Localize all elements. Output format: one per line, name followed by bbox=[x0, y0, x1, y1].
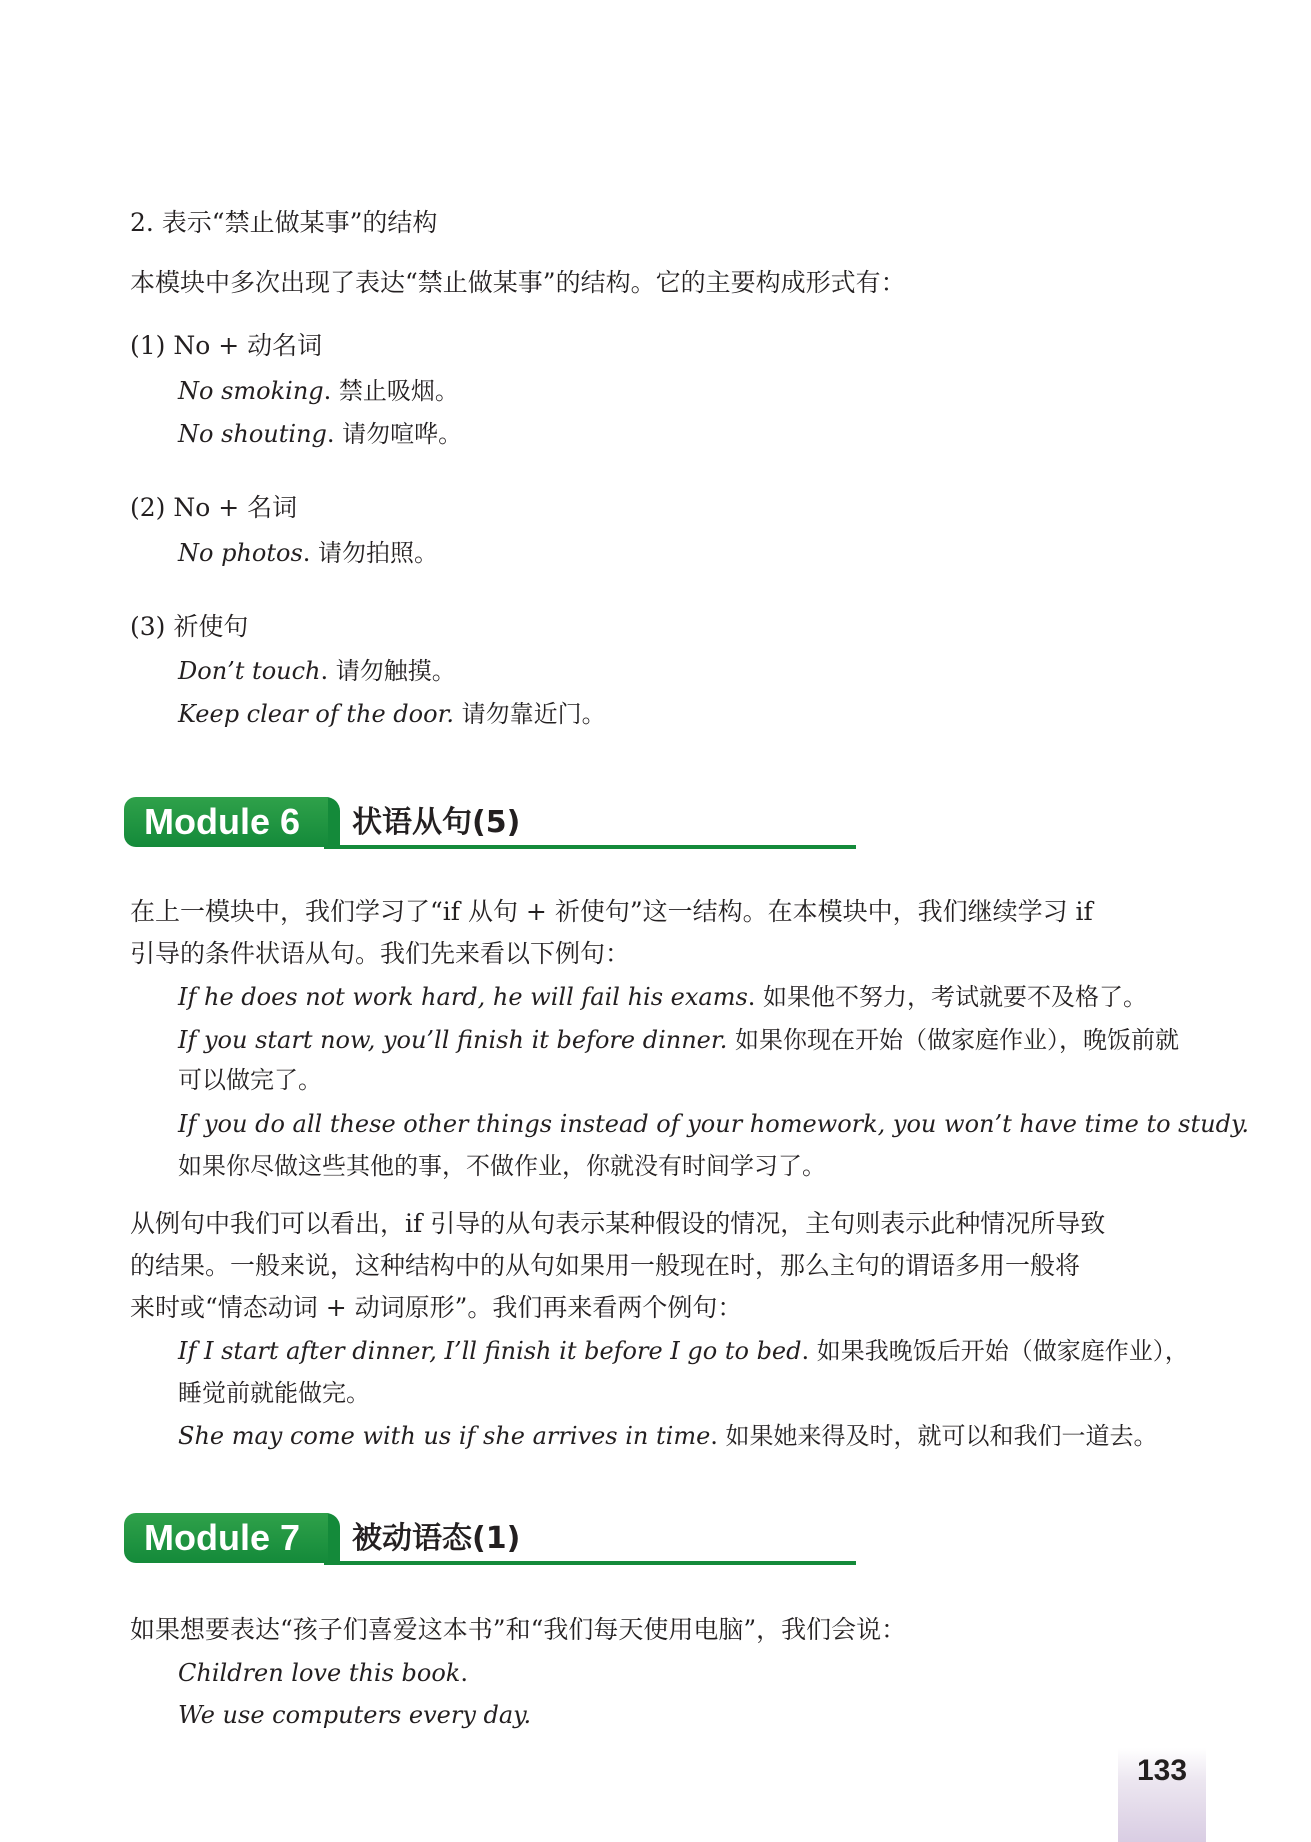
example-en: No shouting bbox=[178, 420, 327, 448]
example-zh: 可以做完了。 bbox=[178, 1066, 322, 1094]
example-zh: 请勿靠近门。 bbox=[454, 700, 606, 728]
paragraph-line: 引导的条件状语从句。我们先来看以下例句： bbox=[130, 939, 631, 968]
page-number: 133 bbox=[1136, 1754, 1188, 1787]
example-zh: . 请勿触摸。 bbox=[320, 657, 456, 685]
example-line bbox=[178, 1150, 826, 1182]
example-line bbox=[178, 1420, 1158, 1452]
module-rule bbox=[324, 845, 856, 849]
example-zh: 如果你现在开始（做家庭作业），晚饭前就 bbox=[727, 1026, 1179, 1054]
example-line bbox=[178, 655, 456, 687]
section-intro: 本模块中多次出现了表达“禁止做某事”的结构。它的主要构成形式有： bbox=[130, 268, 906, 297]
example-en: No photos bbox=[178, 539, 303, 567]
example-en: If he does not work hard, he will fail his exams bbox=[178, 983, 748, 1011]
module-badge: Module 7 bbox=[124, 1513, 328, 1563]
group-label-1: (1) No + 动名词 bbox=[130, 331, 323, 360]
group-label-2: (2) No + 名词 bbox=[130, 493, 298, 522]
module-title: 状语从句(5) bbox=[352, 805, 521, 840]
example-en: No smoking bbox=[178, 377, 324, 405]
module-title: 被动语态(1) bbox=[352, 1521, 521, 1556]
example-zh: . 禁止吸烟。 bbox=[323, 377, 459, 405]
example-en: She may come with us if she arrives in time bbox=[178, 1422, 711, 1450]
example-zh: . 请勿喧哗。 bbox=[326, 420, 463, 448]
example-en: If I start after dinner, I’ll finish it before I go to bed bbox=[178, 1337, 802, 1365]
example-line bbox=[178, 1064, 322, 1096]
example-line bbox=[178, 1024, 1179, 1056]
example-line bbox=[178, 1108, 1249, 1140]
page-number-tab bbox=[1118, 1748, 1206, 1842]
module-7-header bbox=[124, 1513, 732, 1567]
example-line bbox=[178, 375, 459, 407]
group-label-3: (3) 祈使句 bbox=[130, 612, 249, 641]
paragraph-line: 在上一模块中，我们学习了“if 从句 + 祈使句”这一结构。在本模块中，我们继续学习 if bbox=[130, 897, 1093, 926]
section-heading: 2. 表示“禁止做某事”的结构 bbox=[130, 208, 438, 237]
example-line bbox=[178, 1699, 531, 1731]
example-line bbox=[178, 1335, 1189, 1367]
example-zh: . 请勿拍照。 bbox=[302, 539, 439, 567]
paragraph-line: 来时或“情态动词 + 动词原形”。我们再来看两个例句： bbox=[130, 1293, 743, 1322]
example-en: Don’t touch bbox=[178, 657, 321, 685]
example-zh: . 如果她来得及时，就可以和我们一道去。 bbox=[710, 1422, 1158, 1450]
example-line bbox=[178, 418, 462, 450]
paragraph-line: 如果想要表达“孩子们喜爱这本书”和“我们每天使用电脑”，我们会说： bbox=[130, 1615, 907, 1644]
example-en: Keep clear of the door. bbox=[178, 700, 455, 728]
module-badge: Module 6 bbox=[124, 797, 328, 847]
module-rule bbox=[324, 1561, 856, 1565]
example-line bbox=[178, 1657, 468, 1689]
example-en: If you do all these other things instead of your homework, you won’t have time to study. bbox=[178, 1110, 1249, 1138]
example-zh: . 如果他不努力，考试就要不及格了。 bbox=[747, 983, 1148, 1011]
example-line bbox=[178, 981, 1147, 1013]
example-line bbox=[178, 698, 606, 730]
example-line bbox=[178, 1377, 370, 1409]
paragraph-line: 从例句中我们可以看出，if 引导的从句表示某种假设的情况，主句则表示此种情况所导致 bbox=[130, 1209, 1106, 1238]
example-en: If you start now, you’ll finish it before dinner. bbox=[178, 1026, 728, 1054]
example-zh: 如果你尽做这些其他的事，不做作业，你就没有时间学习了。 bbox=[178, 1152, 826, 1180]
example-zh: . 如果我晚饭后开始（做家庭作业）， bbox=[801, 1337, 1189, 1365]
example-line bbox=[178, 537, 438, 569]
example-zh: . bbox=[460, 1659, 468, 1687]
example-en: We use computers every day. bbox=[178, 1701, 532, 1729]
module-6-header bbox=[124, 797, 732, 851]
example-en: Children love this book bbox=[178, 1659, 461, 1687]
example-zh: 睡觉前就能做完。 bbox=[178, 1379, 370, 1407]
paragraph-line: 的结果。一般来说，这种结构中的从句如果用一般现在时，那么主句的谓语多用一般将 bbox=[130, 1251, 1081, 1280]
